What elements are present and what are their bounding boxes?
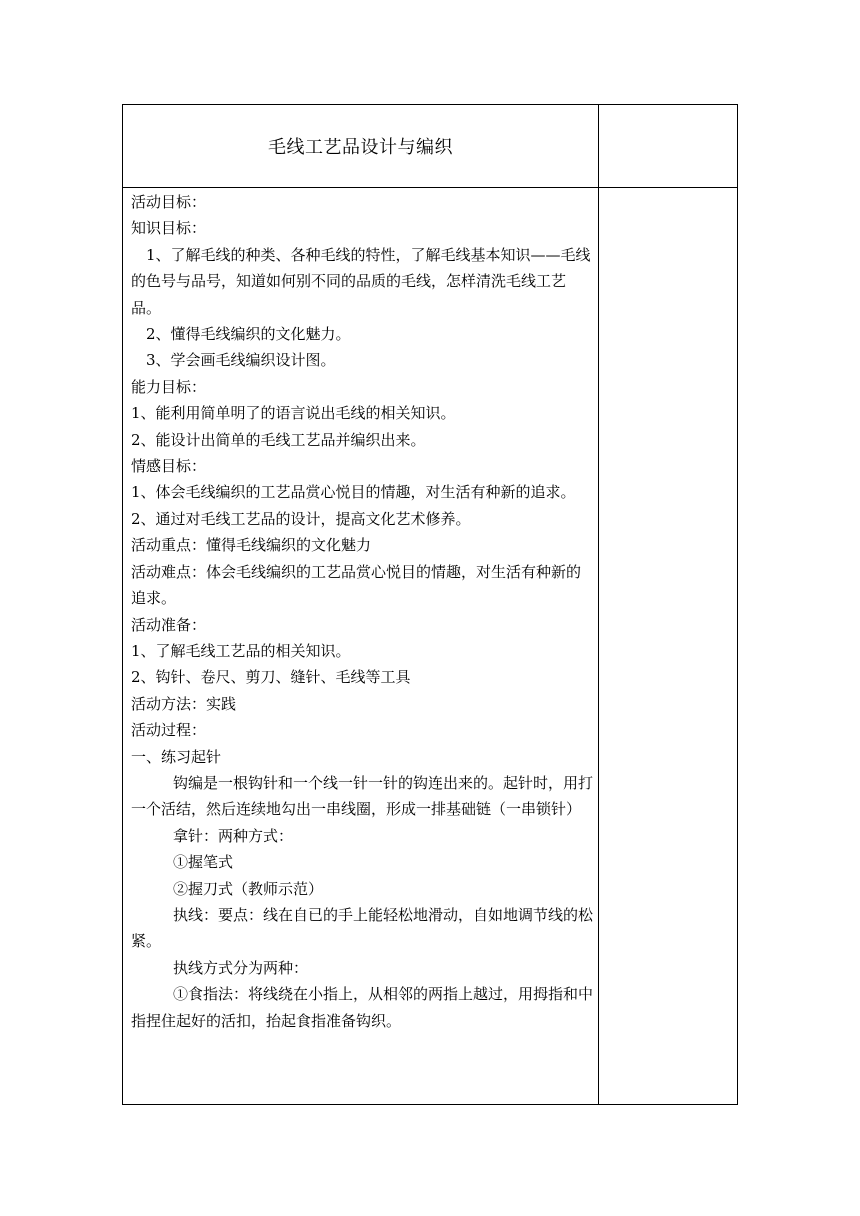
text-line: 1、了解毛线的种类、各种毛线的特性，了解毛线基本知识——毛线的色号与品号，知道如何别不同的品质的毛线，怎样清洗毛线工艺品。 xyxy=(131,245,591,317)
text-line: 能力目标： xyxy=(131,377,207,396)
text-line: 活动目标： xyxy=(131,193,207,211)
text-line: 活动过程： xyxy=(131,721,207,740)
text-line: ①食指法：将线绕在小指上，从相邻的两指上越过，用拇指和中指捏住起好的活扣，抬起食指准备钩织。 xyxy=(131,985,594,1030)
text-line: 2、懂得毛线编织的文化魅力。 xyxy=(146,325,351,344)
text-line: 拿针：两种方式： xyxy=(173,826,294,845)
text-line: 2、通过对毛线工艺品的设计，提高文化艺术修养。 xyxy=(131,509,471,528)
text-line: 知识目标： xyxy=(131,219,207,238)
text-line: 3、学会画毛线编织设计图。 xyxy=(146,351,336,370)
lesson-plan-table xyxy=(122,104,738,1105)
text-line: 2、钩针、卷尺、剪刀、缝针、毛线等工具 xyxy=(131,668,411,687)
text-line: 执线方式分为两种： xyxy=(173,958,309,977)
text-line: 活动方法：实践 xyxy=(131,694,237,713)
text-line: ②握刀式（教师示范） xyxy=(173,879,324,898)
text-line: 活动难点：体会毛线编织的工艺品赏心悦目的情趣，对生活有种新的追求。 xyxy=(131,562,582,608)
column-divider xyxy=(598,105,599,1104)
text-line: ①握笔式 xyxy=(173,853,234,872)
text-line: 活动准备： xyxy=(131,615,207,634)
lesson-content xyxy=(131,189,593,1034)
text-line: 情感目标： xyxy=(131,457,207,476)
text-line: 执线：要点：线在自已的手上能轻松地滑动，自如地调节线的松紧。 xyxy=(131,905,594,951)
text-line: 1、能利用简单明了的语言说出毛线的相关知识。 xyxy=(131,404,456,423)
text-line: 1、体会毛线编织的工艺品赏心悦目的情趣，对生活有种新的追求。 xyxy=(131,483,576,502)
text-line: 活动重点：懂得毛线编织的文化魅力 xyxy=(131,536,372,555)
text-line: 1、了解毛线工艺品的相关知识。 xyxy=(131,641,351,660)
text-line: 2、能设计出简单的毛线工艺品并编织出来。 xyxy=(131,430,426,449)
page-title: 毛线工艺品设计与编织 xyxy=(268,137,453,158)
text-line: 一、练习起针 xyxy=(131,747,222,766)
row-divider xyxy=(123,187,737,188)
text-line: 钩编是一根钩针和一个线一针一针的钩连出来的。起针时，用打一个活结，然后连续地勾出一串线圈，形成一排基础链（一串锁针） xyxy=(131,773,594,819)
